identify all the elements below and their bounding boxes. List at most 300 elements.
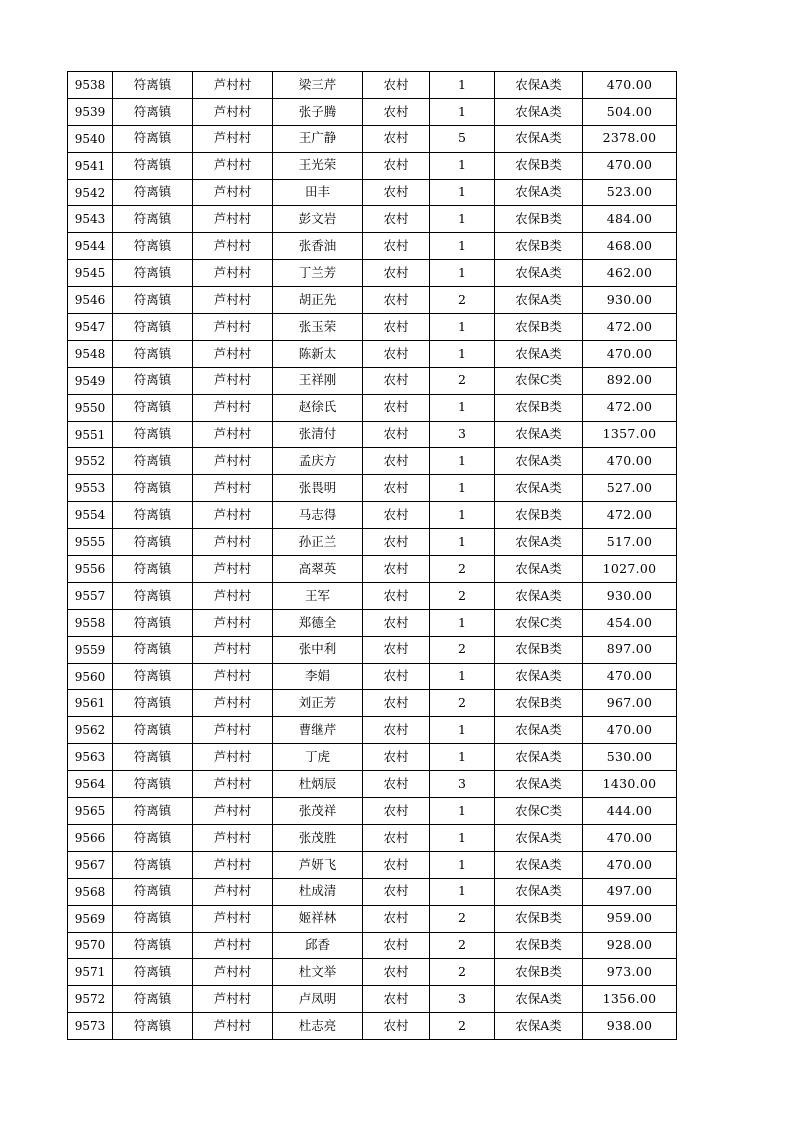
insurance-category-cell: 农保A类 — [495, 448, 583, 475]
village-cell: 芦村村 — [193, 475, 273, 502]
person-count-cell: 1 — [430, 233, 495, 260]
amount-cell: 470.00 — [583, 717, 677, 744]
amount-cell: 484.00 — [583, 206, 677, 233]
village-cell: 芦村村 — [193, 905, 273, 932]
town-cell: 符离镇 — [113, 744, 193, 771]
amount-cell: 973.00 — [583, 959, 677, 986]
name-cell: 杜文举 — [273, 959, 363, 986]
row-number-cell: 9563 — [68, 744, 113, 771]
name-cell: 张中利 — [273, 636, 363, 663]
amount-cell: 1430.00 — [583, 771, 677, 798]
town-cell: 符离镇 — [113, 824, 193, 851]
insurance-category-cell: 农保B类 — [495, 206, 583, 233]
row-number-cell: 9549 — [68, 367, 113, 394]
table-row — [68, 959, 677, 986]
insurance-category-cell: 农保A类 — [495, 1013, 583, 1040]
name-cell: 高翠英 — [273, 556, 363, 583]
table-row — [68, 717, 677, 744]
insurance-category-cell: 农保A类 — [495, 287, 583, 314]
village-cell: 芦村村 — [193, 421, 273, 448]
household-type-cell: 农村 — [363, 744, 430, 771]
person-count-cell: 2 — [430, 905, 495, 932]
name-cell: 张清付 — [273, 421, 363, 448]
household-type-cell: 农村 — [363, 502, 430, 529]
name-cell: 曹继芹 — [273, 717, 363, 744]
amount-cell: 938.00 — [583, 1013, 677, 1040]
household-type-cell: 农村 — [363, 609, 430, 636]
name-cell: 张香油 — [273, 233, 363, 260]
town-cell: 符离镇 — [113, 314, 193, 341]
household-type-cell: 农村 — [363, 690, 430, 717]
household-type-cell: 农村 — [363, 986, 430, 1013]
village-cell: 芦村村 — [193, 72, 273, 99]
town-cell: 符离镇 — [113, 636, 193, 663]
person-count-cell: 1 — [430, 878, 495, 905]
amount-cell: 462.00 — [583, 260, 677, 287]
town-cell: 符离镇 — [113, 394, 193, 421]
insurance-category-cell: 农保B类 — [495, 394, 583, 421]
household-type-cell: 农村 — [363, 475, 430, 502]
row-number-cell: 9552 — [68, 448, 113, 475]
village-cell: 芦村村 — [193, 179, 273, 206]
row-number-cell: 9546 — [68, 287, 113, 314]
name-cell: 李娟 — [273, 663, 363, 690]
name-cell: 张玉荣 — [273, 314, 363, 341]
town-cell: 符离镇 — [113, 98, 193, 125]
table-row — [68, 878, 677, 905]
village-cell: 芦村村 — [193, 744, 273, 771]
household-type-cell: 农村 — [363, 421, 430, 448]
household-type-cell: 农村 — [363, 663, 430, 690]
person-count-cell: 1 — [430, 448, 495, 475]
insurance-category-cell: 农保B类 — [495, 905, 583, 932]
person-count-cell: 1 — [430, 314, 495, 341]
row-number-cell: 9544 — [68, 233, 113, 260]
name-cell: 张茂胜 — [273, 824, 363, 851]
village-cell: 芦村村 — [193, 824, 273, 851]
village-cell: 芦村村 — [193, 959, 273, 986]
table-row — [68, 986, 677, 1013]
amount-cell: 530.00 — [583, 744, 677, 771]
person-count-cell: 1 — [430, 663, 495, 690]
village-cell: 芦村村 — [193, 663, 273, 690]
table-row — [68, 314, 677, 341]
household-type-cell: 农村 — [363, 287, 430, 314]
insurance-category-cell: 农保A类 — [495, 98, 583, 125]
row-number-cell: 9553 — [68, 475, 113, 502]
household-type-cell: 农村 — [363, 582, 430, 609]
village-cell: 芦村村 — [193, 529, 273, 556]
village-cell: 芦村村 — [193, 771, 273, 798]
insurance-category-cell: 农保A类 — [495, 556, 583, 583]
amount-cell: 930.00 — [583, 287, 677, 314]
amount-cell: 472.00 — [583, 314, 677, 341]
row-number-cell: 9551 — [68, 421, 113, 448]
insurance-category-cell: 农保A类 — [495, 582, 583, 609]
insurance-category-cell: 农保C类 — [495, 609, 583, 636]
town-cell: 符离镇 — [113, 690, 193, 717]
name-cell: 丁兰芳 — [273, 260, 363, 287]
household-type-cell: 农村 — [363, 340, 430, 367]
insurance-category-cell: 农保A类 — [495, 421, 583, 448]
row-number-cell: 9566 — [68, 824, 113, 851]
insurance-category-cell: 农保A类 — [495, 663, 583, 690]
table-row — [68, 260, 677, 287]
household-type-cell: 农村 — [363, 529, 430, 556]
table-row — [68, 824, 677, 851]
table-row — [68, 529, 677, 556]
person-count-cell: 2 — [430, 690, 495, 717]
table-row — [68, 125, 677, 152]
amount-cell: 930.00 — [583, 582, 677, 609]
town-cell: 符离镇 — [113, 582, 193, 609]
amount-cell: 472.00 — [583, 502, 677, 529]
village-cell: 芦村村 — [193, 125, 273, 152]
table-row — [68, 394, 677, 421]
person-count-cell: 1 — [430, 72, 495, 99]
insurance-category-cell: 农保A类 — [495, 824, 583, 851]
amount-cell: 517.00 — [583, 529, 677, 556]
village-cell: 芦村村 — [193, 98, 273, 125]
household-type-cell: 农村 — [363, 206, 430, 233]
table-row — [68, 233, 677, 260]
person-count-cell: 1 — [430, 260, 495, 287]
household-type-cell: 农村 — [363, 932, 430, 959]
town-cell: 符离镇 — [113, 260, 193, 287]
insurance-category-cell: 农保B类 — [495, 959, 583, 986]
row-number-cell: 9570 — [68, 932, 113, 959]
name-cell: 丁虎 — [273, 744, 363, 771]
insurance-category-cell: 农保A类 — [495, 179, 583, 206]
row-number-cell: 9572 — [68, 986, 113, 1013]
row-number-cell: 9569 — [68, 905, 113, 932]
household-type-cell: 农村 — [363, 179, 430, 206]
amount-cell: 967.00 — [583, 690, 677, 717]
insurance-category-cell: 农保B类 — [495, 636, 583, 663]
household-type-cell: 农村 — [363, 556, 430, 583]
name-cell: 杜志亮 — [273, 1013, 363, 1040]
person-count-cell: 1 — [430, 179, 495, 206]
table-row — [68, 502, 677, 529]
person-count-cell: 1 — [430, 206, 495, 233]
table-row — [68, 582, 677, 609]
town-cell: 符离镇 — [113, 125, 193, 152]
row-number-cell: 9560 — [68, 663, 113, 690]
insurance-category-cell: 农保A类 — [495, 72, 583, 99]
household-type-cell: 农村 — [363, 824, 430, 851]
table-body — [68, 72, 677, 1040]
household-type-cell: 农村 — [363, 1013, 430, 1040]
insurance-category-cell: 农保A类 — [495, 744, 583, 771]
person-count-cell: 2 — [430, 582, 495, 609]
village-cell: 芦村村 — [193, 367, 273, 394]
row-number-cell: 9573 — [68, 1013, 113, 1040]
row-number-cell: 9562 — [68, 717, 113, 744]
person-count-cell: 1 — [430, 394, 495, 421]
table-row — [68, 556, 677, 583]
village-cell: 芦村村 — [193, 448, 273, 475]
table-row — [68, 690, 677, 717]
insurance-category-cell: 农保B类 — [495, 233, 583, 260]
amount-cell: 444.00 — [583, 798, 677, 825]
row-number-cell: 9545 — [68, 260, 113, 287]
amount-cell: 470.00 — [583, 663, 677, 690]
town-cell: 符离镇 — [113, 905, 193, 932]
amount-cell: 472.00 — [583, 394, 677, 421]
village-cell: 芦村村 — [193, 260, 273, 287]
household-type-cell: 农村 — [363, 717, 430, 744]
name-cell: 刘正芳 — [273, 690, 363, 717]
amount-cell: 959.00 — [583, 905, 677, 932]
village-cell: 芦村村 — [193, 152, 273, 179]
table-row — [68, 367, 677, 394]
name-cell: 田丰 — [273, 179, 363, 206]
household-type-cell: 农村 — [363, 878, 430, 905]
row-number-cell: 9557 — [68, 582, 113, 609]
village-cell: 芦村村 — [193, 502, 273, 529]
town-cell: 符离镇 — [113, 1013, 193, 1040]
row-number-cell: 9564 — [68, 771, 113, 798]
table-row — [68, 851, 677, 878]
town-cell: 符离镇 — [113, 798, 193, 825]
person-count-cell: 1 — [430, 798, 495, 825]
amount-cell: 2378.00 — [583, 125, 677, 152]
household-type-cell: 农村 — [363, 851, 430, 878]
amount-cell: 470.00 — [583, 340, 677, 367]
village-cell: 芦村村 — [193, 1013, 273, 1040]
household-type-cell: 农村 — [363, 152, 430, 179]
data-table — [67, 71, 677, 1040]
insurance-category-cell: 农保A类 — [495, 717, 583, 744]
amount-cell: 1357.00 — [583, 421, 677, 448]
town-cell: 符离镇 — [113, 233, 193, 260]
household-type-cell: 农村 — [363, 98, 430, 125]
town-cell: 符离镇 — [113, 663, 193, 690]
insurance-category-cell: 农保B类 — [495, 314, 583, 341]
amount-cell: 527.00 — [583, 475, 677, 502]
amount-cell: 470.00 — [583, 448, 677, 475]
name-cell: 王祥刚 — [273, 367, 363, 394]
person-count-cell: 1 — [430, 609, 495, 636]
village-cell: 芦村村 — [193, 986, 273, 1013]
insurance-category-cell: 农保A类 — [495, 878, 583, 905]
table-row — [68, 72, 677, 99]
household-type-cell: 农村 — [363, 905, 430, 932]
table-row — [68, 1013, 677, 1040]
town-cell: 符离镇 — [113, 502, 193, 529]
table-row — [68, 771, 677, 798]
table-row — [68, 744, 677, 771]
person-count-cell: 2 — [430, 636, 495, 663]
village-cell: 芦村村 — [193, 932, 273, 959]
village-cell: 芦村村 — [193, 314, 273, 341]
town-cell: 符离镇 — [113, 529, 193, 556]
insurance-category-cell: 农保B类 — [495, 502, 583, 529]
row-number-cell: 9538 — [68, 72, 113, 99]
town-cell: 符离镇 — [113, 878, 193, 905]
amount-cell: 892.00 — [583, 367, 677, 394]
person-count-cell: 1 — [430, 98, 495, 125]
town-cell: 符离镇 — [113, 340, 193, 367]
name-cell: 梁三芹 — [273, 72, 363, 99]
person-count-cell: 1 — [430, 824, 495, 851]
row-number-cell: 9558 — [68, 609, 113, 636]
village-cell: 芦村村 — [193, 287, 273, 314]
row-number-cell: 9567 — [68, 851, 113, 878]
insurance-category-cell: 农保B类 — [495, 932, 583, 959]
name-cell: 邱香 — [273, 932, 363, 959]
village-cell: 芦村村 — [193, 798, 273, 825]
insurance-category-cell: 农保A类 — [495, 260, 583, 287]
name-cell: 王光荣 — [273, 152, 363, 179]
name-cell: 张子腾 — [273, 98, 363, 125]
person-count-cell: 1 — [430, 744, 495, 771]
amount-cell: 1356.00 — [583, 986, 677, 1013]
insurance-category-cell: 农保A类 — [495, 125, 583, 152]
village-cell: 芦村村 — [193, 851, 273, 878]
town-cell: 符离镇 — [113, 986, 193, 1013]
household-type-cell: 农村 — [363, 636, 430, 663]
table-row — [68, 340, 677, 367]
row-number-cell: 9565 — [68, 798, 113, 825]
town-cell: 符离镇 — [113, 609, 193, 636]
amount-cell: 470.00 — [583, 851, 677, 878]
person-count-cell: 1 — [430, 152, 495, 179]
name-cell: 赵徐氏 — [273, 394, 363, 421]
person-count-cell: 3 — [430, 986, 495, 1013]
insurance-category-cell: 农保B类 — [495, 152, 583, 179]
name-cell: 芦妍飞 — [273, 851, 363, 878]
amount-cell: 470.00 — [583, 72, 677, 99]
row-number-cell: 9539 — [68, 98, 113, 125]
table-row — [68, 905, 677, 932]
row-number-cell: 9556 — [68, 556, 113, 583]
table-row — [68, 636, 677, 663]
amount-cell: 1027.00 — [583, 556, 677, 583]
person-count-cell: 2 — [430, 287, 495, 314]
table-row — [68, 98, 677, 125]
household-type-cell: 农村 — [363, 394, 430, 421]
town-cell: 符离镇 — [113, 717, 193, 744]
town-cell: 符离镇 — [113, 851, 193, 878]
village-cell: 芦村村 — [193, 206, 273, 233]
town-cell: 符离镇 — [113, 287, 193, 314]
amount-cell: 928.00 — [583, 932, 677, 959]
row-number-cell: 9543 — [68, 206, 113, 233]
name-cell: 王广静 — [273, 125, 363, 152]
amount-cell: 897.00 — [583, 636, 677, 663]
town-cell: 符离镇 — [113, 448, 193, 475]
insurance-category-cell: 农保A类 — [495, 475, 583, 502]
row-number-cell: 9568 — [68, 878, 113, 905]
person-count-cell: 1 — [430, 529, 495, 556]
amount-cell: 470.00 — [583, 152, 677, 179]
amount-cell: 497.00 — [583, 878, 677, 905]
amount-cell: 470.00 — [583, 824, 677, 851]
town-cell: 符离镇 — [113, 932, 193, 959]
name-cell: 王军 — [273, 582, 363, 609]
row-number-cell: 9554 — [68, 502, 113, 529]
name-cell: 张茂祥 — [273, 798, 363, 825]
table-row — [68, 475, 677, 502]
person-count-cell: 1 — [430, 851, 495, 878]
person-count-cell: 2 — [430, 1013, 495, 1040]
name-cell: 孟庆方 — [273, 448, 363, 475]
amount-cell: 468.00 — [583, 233, 677, 260]
name-cell: 姬祥林 — [273, 905, 363, 932]
person-count-cell: 2 — [430, 367, 495, 394]
household-type-cell: 农村 — [363, 314, 430, 341]
insurance-category-cell: 农保A类 — [495, 771, 583, 798]
row-number-cell: 9540 — [68, 125, 113, 152]
row-number-cell: 9555 — [68, 529, 113, 556]
village-cell: 芦村村 — [193, 609, 273, 636]
insurance-category-cell: 农保A类 — [495, 340, 583, 367]
row-number-cell: 9548 — [68, 340, 113, 367]
village-cell: 芦村村 — [193, 690, 273, 717]
town-cell: 符离镇 — [113, 475, 193, 502]
insurance-category-cell: 农保A类 — [495, 529, 583, 556]
row-number-cell: 9541 — [68, 152, 113, 179]
insurance-category-cell: 农保B类 — [495, 690, 583, 717]
row-number-cell: 9547 — [68, 314, 113, 341]
name-cell: 杜成清 — [273, 878, 363, 905]
person-count-cell: 1 — [430, 340, 495, 367]
town-cell: 符离镇 — [113, 206, 193, 233]
person-count-cell: 3 — [430, 421, 495, 448]
insurance-category-cell: 农保A类 — [495, 986, 583, 1013]
town-cell: 符离镇 — [113, 421, 193, 448]
table-row — [68, 179, 677, 206]
village-cell: 芦村村 — [193, 394, 273, 421]
table-row — [68, 421, 677, 448]
table-row — [68, 448, 677, 475]
person-count-cell: 1 — [430, 502, 495, 529]
town-cell: 符离镇 — [113, 367, 193, 394]
village-cell: 芦村村 — [193, 233, 273, 260]
town-cell: 符离镇 — [113, 72, 193, 99]
name-cell: 陈新太 — [273, 340, 363, 367]
insurance-category-cell: 农保C类 — [495, 798, 583, 825]
name-cell: 郑德全 — [273, 609, 363, 636]
person-count-cell: 2 — [430, 932, 495, 959]
row-number-cell: 9571 — [68, 959, 113, 986]
name-cell: 彭文岩 — [273, 206, 363, 233]
table-row — [68, 609, 677, 636]
household-type-cell: 农村 — [363, 798, 430, 825]
insurance-category-cell: 农保A类 — [495, 851, 583, 878]
table-row — [68, 932, 677, 959]
amount-cell: 504.00 — [583, 98, 677, 125]
town-cell: 符离镇 — [113, 179, 193, 206]
household-type-cell: 农村 — [363, 233, 430, 260]
row-number-cell: 9542 — [68, 179, 113, 206]
table-row — [68, 663, 677, 690]
table-row — [68, 152, 677, 179]
name-cell: 杜炳辰 — [273, 771, 363, 798]
person-count-cell: 2 — [430, 556, 495, 583]
village-cell: 芦村村 — [193, 582, 273, 609]
row-number-cell: 9550 — [68, 394, 113, 421]
village-cell: 芦村村 — [193, 717, 273, 744]
household-type-cell: 农村 — [363, 448, 430, 475]
village-cell: 芦村村 — [193, 340, 273, 367]
table-row — [68, 206, 677, 233]
village-cell: 芦村村 — [193, 636, 273, 663]
household-type-cell: 农村 — [363, 125, 430, 152]
village-cell: 芦村村 — [193, 556, 273, 583]
person-count-cell: 1 — [430, 717, 495, 744]
